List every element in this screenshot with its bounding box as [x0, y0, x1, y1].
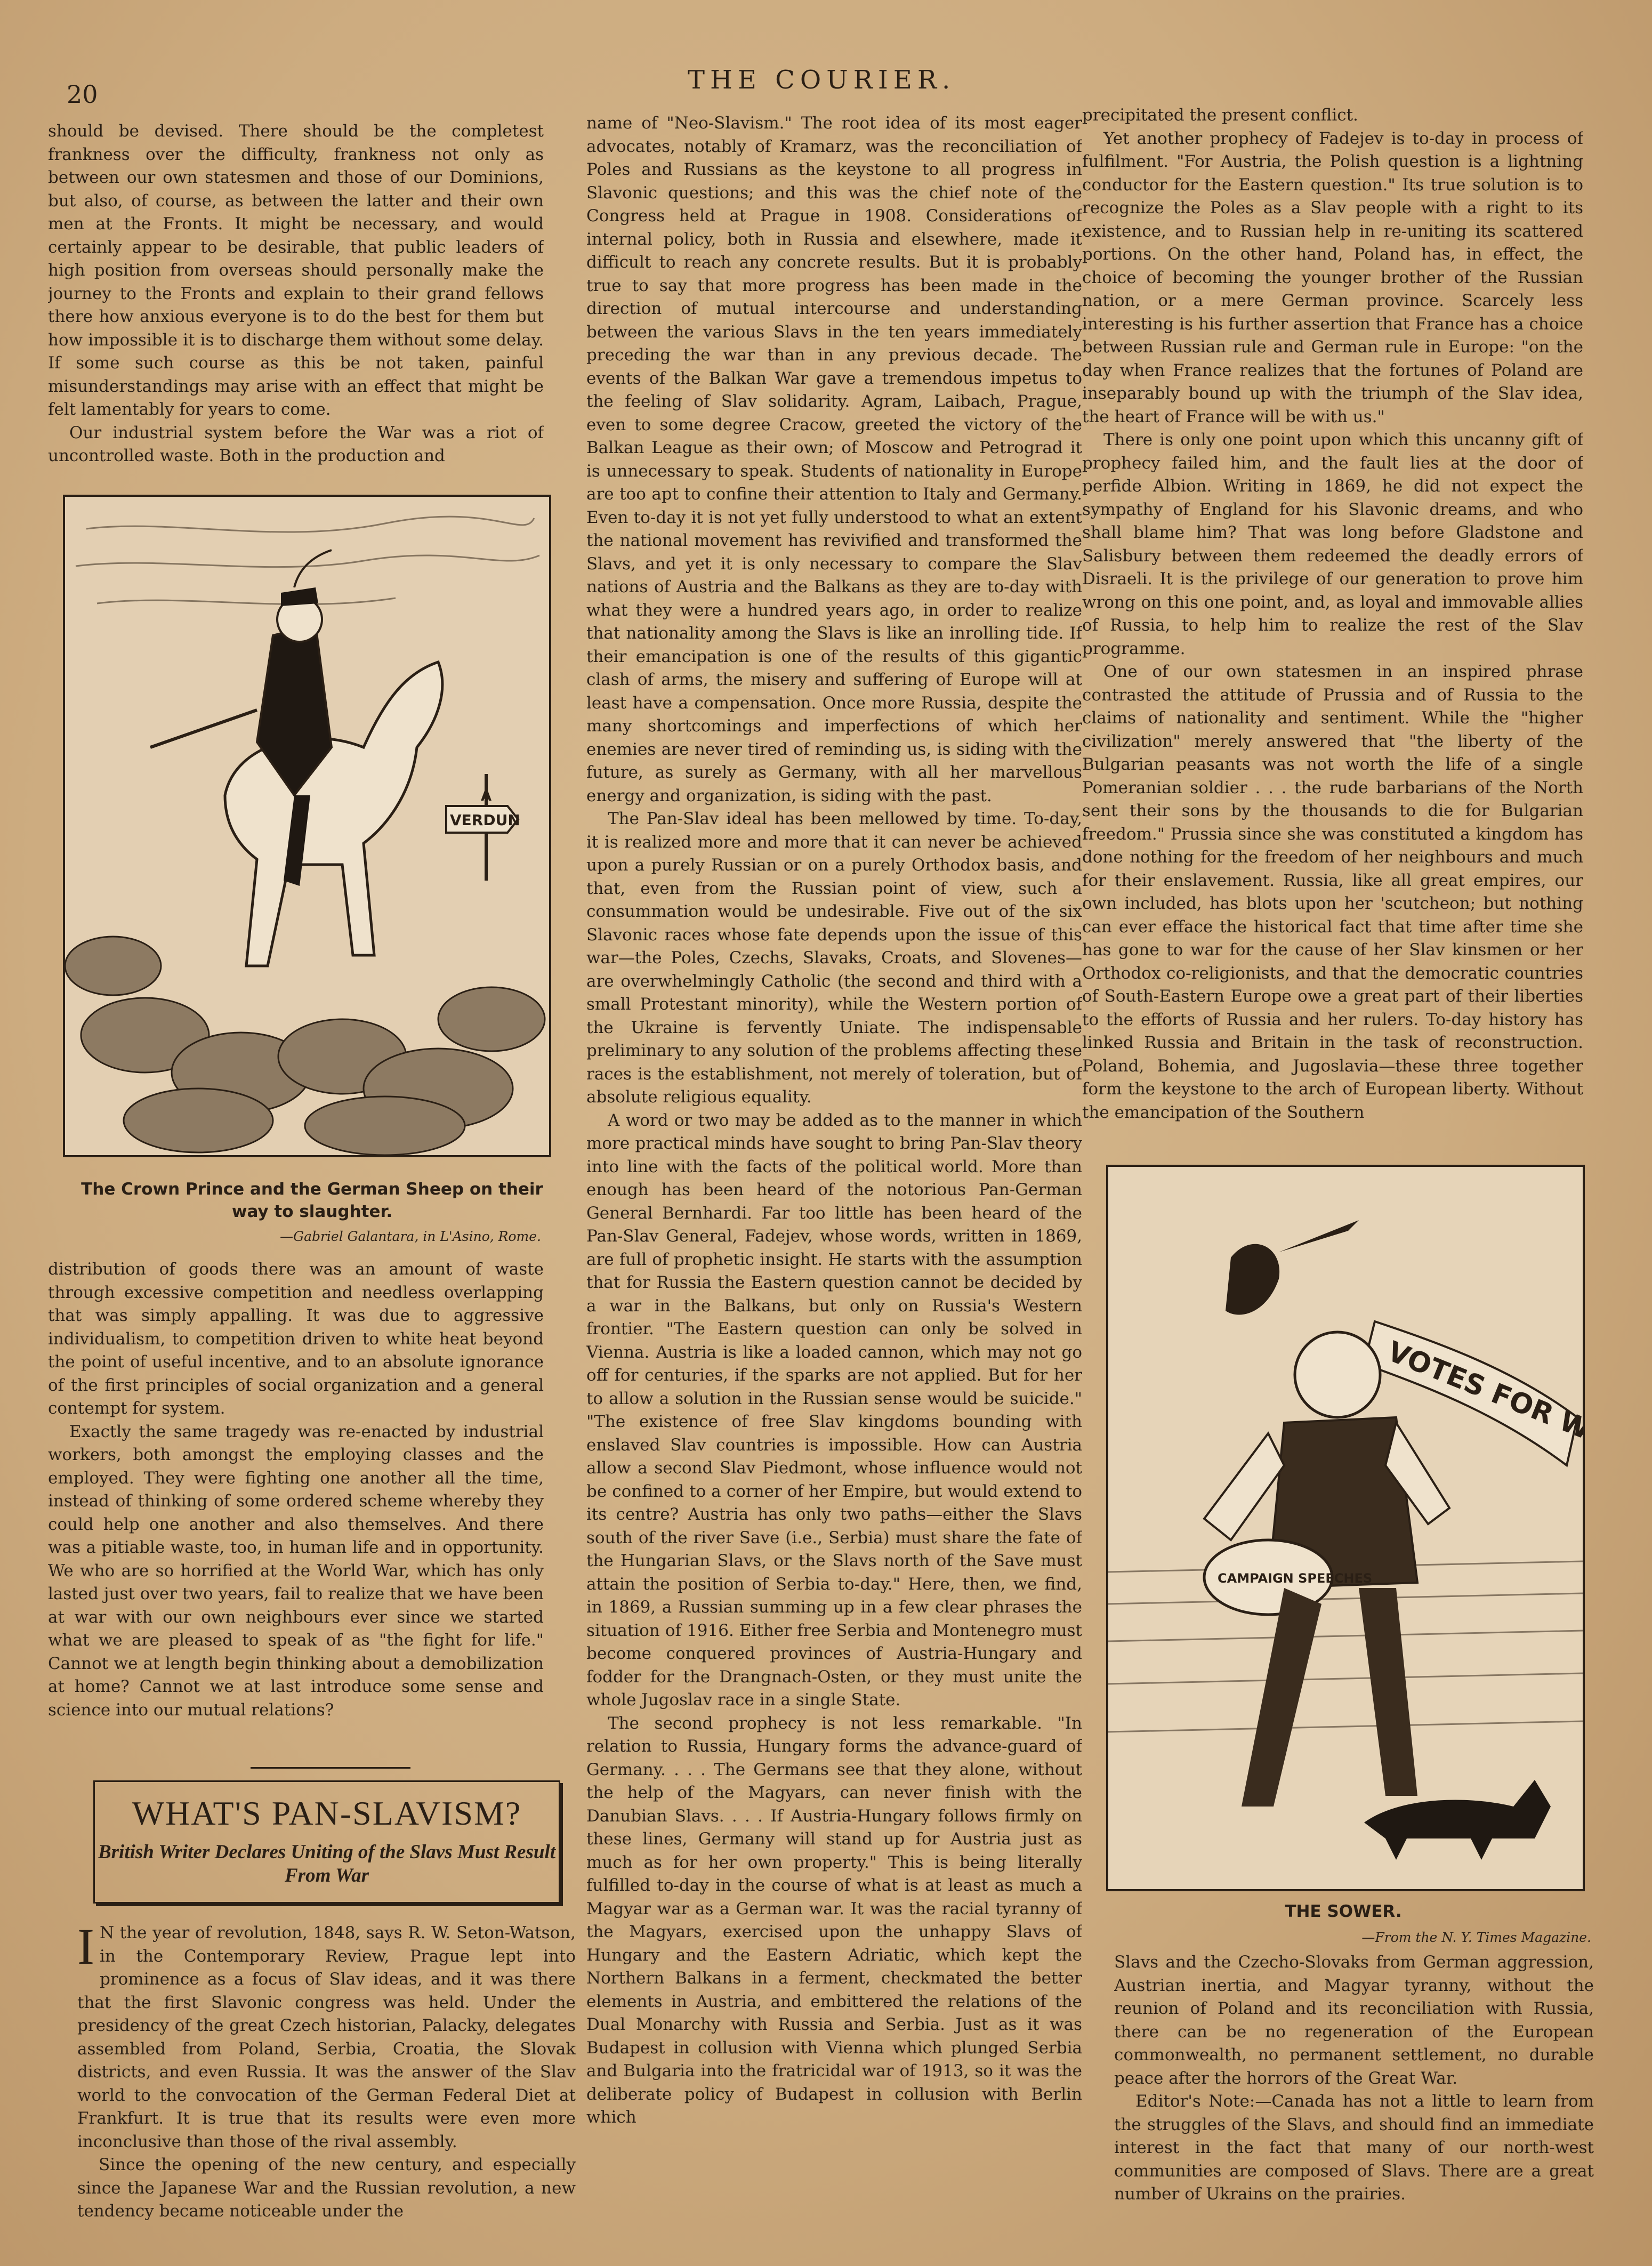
- cartoon-the-sower: [1106, 1165, 1585, 1891]
- paragraph-text: N the year of revolution, 1848, says R. W. Seton-Watson, in the Contemporary Review, Prague lept into prominence as a focus of Slav ideas, and it was there that the first Slavonic congress was held. Under the presidency of the great Czech historian, Palacky, delegates assembled from Poland, Serbia, Croatia, the Slovak districts, and even Russia. It was the answer of the Slav world to the convocation of the German Federal Diet at Frankfurt. It is true that its results were even more inconclusive than those of the rival assembly.: [77, 1923, 576, 2151]
- paragraph: [77, 1922, 576, 2154]
- paragraph: One of our own statesmen in an inspired phrase contrasted the attitude of Prussia and of Russia to the claims of nationality and sentiment. While the "higher civilization" merely answered that "the liberty of the Bulgarian peasants was not worth the life of a single Pomeranian soldier . . . the rude barbarians of the North sent their sons by the thousands to die for Bulgarian freedom." Prussia since she was constituted a kingdom has done nothing for the freedom of her neighbours and much for their enslavement. Russia, like all great empires, our own included, has blots upon her 'scutcheon; but nothing can ever efface the historical fact that time after time she has gone to war for the cause of her Slav kinsmen or her Orthodox co-religionists, and that the democratic countries of South-Eastern Europe owe a great part of their liberties to the efforts of Russia and her rulers. To-day history has linked Russia and Britain in the task of reconstruction. Poland, Bohemia, and Jugoslavia—these three together form the keystone to the arch of European liberty. Without the emancipation of the Southern: [1082, 662, 1583, 1122]
- paragraph: A word or two may be added as to the manner in which more practical minds have sought to bring Pan-Slav theory into line with the facts of the political world. More than enough has been heard of the notorious Pan-German General Bernhardi. Far too little has been heard of the Pan-Slav General, Fadejev, whose words, written in 1869, are full of prophetic insight. He starts with the assumption that for Russia the Eastern question cannot be decided by a war in the Balkans, but only on Russia's Western frontier. "The Eastern question can only be solved in Vienna. Austria is like a loaded cannon, which may not go off for centuries, if the sparks are not applied. But for her to allow a solution in the Russian sense would be suicide." "The existence of free Slav kingdoms bounding with enslaved Slav countries is impossible. How can Austria allow a second Slav Piedmont, whose influence would not be confined to a corner of her Empire, but would extend to its centre? Austria has only two paths—either the Slavs south of the river Save (i.e., Serbia) must share the fate of the Hungarian Slavs, or the Slavs north of the Save must attain the position of Serbia to-day." Here, then, we find, in 1869, a Russian summing up in a few clear phrases the situation of 1916. Either free Serbia and Montenegro must become conquered provinces of Austria-Hungary and fodder for the Drangnach-Osten, or they must unite the whole Jugoslav race in a single State.: [586, 1110, 1082, 1709]
- paragraph: Yet another prophecy of Fadejev is to-day in process of fulfilment. "For Austria, the Polish question is a lightning conductor for the Eastern question." Its true solution is to recognize the Poles as a Slav people with a right to its existence, and to Russian help in re-uniting its scattered portions. On the other hand, Poland has, in effect, the choice of becoming the younger brother of the Russian nation, or a mere German province. Scarcely less interesting is his further assertion that France has a choice between Russian rule and German rule in Europe: "on the day when France realizes that the fortunes of Poland are inseparably bound up with the triumph of the Slav idea, the heart of France will be with us.": [1082, 128, 1583, 426]
- cartoon-drawing: [65, 497, 549, 1155]
- column-1-middle: [48, 1258, 544, 1759]
- column-2: [586, 112, 1082, 2247]
- cartoon1-credit: —Gabriel Galantara, in L'Asino, Rome.: [280, 1229, 541, 1244]
- paragraph: precipitated the present conflict.: [1082, 106, 1358, 125]
- paragraph: The Pan-Slav ideal has been mellowed by time. To-day, it is realized more and more that it can never be achieved upon a purely Russian or on a purely Orthodox basis, and that, even from the Russian point of view, such a consummation would be undesirable. Five out of the six Slavonic races whose fate depends upon the issue of this war—the Poles, Czechs, Slavaks, Croats, and Slovenes—are overwhelmingly Catholic (the second and third with a small Protestant minority), while the Western portion of the Ukraine is fervently Uniate. The indispensable preliminary to any solution of the problems affecting these races is the establishment, not merely of toleration, but of absolute religious equality.: [586, 809, 1082, 1107]
- paragraph: name of "Neo-Slavism." The root idea of its most eager advocates, notably of Kramarz, was the reconciliation of Poles and Russians as the keystone to all progress in Slavonic questions; and this was the chief note of the Congress held at Prague in 1908. Considerations of internal policy, both in Russia and elsewhere, made it difficult to reach any concrete results. But it is probably true to say that more progress has been made in the direction of mutual intercourse and understanding between the various Slavs in the ten years immediately preceding the war than in any previous decade. The events of the Balkan War gave a tremendous impetus to the feeling of Slav solidarity. Agram, Laibach, Prague, even to some degree Cracow, greeted the victory of the Balkan League as their own; of Moscow and Petrograd it is unnecessary to speak. Students of nationality in Europe are too apt to confine their attention to Italy and Germany. Even to-day it is not yet fully understood to what an extent the national movement has revivified and transformed the Slavs, and yet it is only necessary to compare the Slav nations of Austria and the Balkans as they are to-day with what they were a hundred years ago, in order to realize that nationality among the Slavs is like an inrolling tide. If their emancipation is one of the results of this gigantic clash of arms, the misery and suffering of Europe will at least have a compensation. Once more Russia, despite the many shortcomings and imperfections of which her enemies are never tired of reminding us, is siding with the future, as surely as Germany, with all her marvellous energy and organization, is siding with the past.: [586, 114, 1082, 805]
- banner-text: VOTES FOR: [1383, 1335, 1558, 1431]
- sign-text: VERDUN: [450, 811, 520, 829]
- paragraph: Our industrial system before the War was a riot of uncontrolled waste. Both in the production and: [48, 423, 544, 465]
- divider-rule: [251, 1767, 410, 1769]
- paragraph: There is only one point upon which this uncanny gift of prophecy failed him, and the fault lies at the door of perfide Albion. Writing in 1869, he did not expect the sympathy of England for his Slavonic dreams, and who shall blame him? That was long before Gladstone and Salisbury between them redeemed the deadly errors of Disraeli. It is the privilege of our generation to prove him wrong on this one point, and, as loyal and immovable allies of Russia, to help him to realize the rest of the Slav programme.: [1082, 430, 1583, 658]
- cartoon-crown-prince: [63, 495, 551, 1157]
- cartoon2-caption: THE SOWER.: [1285, 1902, 1402, 1921]
- paragraph: Exactly the same tragedy was re-enacted by industrial workers, both amongst the employing classes and the employed. They were fighting one another all the time, instead of thinking of some ordered scheme whereby they could help one another and also themselves. And there was a pitiable waste, too, in human life and in opportunity. We who are so horrified at the World War, which has only lasted just over two years, fail to realize that we have been at war with our own neighbours ever since we started what we are pleased to speak of as "the fight for life." Cannot we at length begin thinking about a demobilization at home? Cannot we at last introduce some sense and science into our mutual relations?: [48, 1422, 544, 1720]
- column-3-bottom: [1114, 1951, 1594, 2249]
- column-1-bottom: [77, 1922, 576, 2247]
- paragraph: Slavs and the Czecho-Slovaks from German aggression, Austrian inertia, and Magyar tyranny, without the reunion of Poland and its reconciliation with Russia, there can be no regeneration of the European commonwealth, no permanent settlement, no durable peace after the horrors of the Great War.: [1114, 1953, 1594, 2088]
- paragraph: distribution of goods there was an amount of waste through excessive competition and needless overlapping that was simply appalling. It was due to aggressive individualism, to competition driven to white heat beyond the point of useful incentive, and to an absolute ignorance of the first principles of social organization and a general contempt for system.: [48, 1260, 544, 1418]
- cartoon1-caption: The Crown Prince and the German Sheep on their way to slaughter.: [81, 1180, 543, 1221]
- article-subhead: British Writer Declares Uniting of the Slavs Must Result From War: [98, 1841, 555, 1886]
- cartoon-drawing: [1108, 1167, 1583, 1889]
- column-1-top: [48, 120, 544, 472]
- paragraph: The second prophecy is not less remarkable. "In relation to Russia, Hungary forms the advance-guard of Germany. . . . The Germans see that they alone, without the help of the Magyars, can never finish with the Danubian Slavs. . . . If Austria-Hungary follows firmly on these lines, Germany will stand up for Austria just as much as for her own property." This is being literally fulfilled to-day in the course of what is at least as much a Magyar war as a German war. It was the racial tyranny of the Magyars, exercised upon the unhappy Slavs of Hungary and the Eastern Adriatic, which kept the Northern Balkans in a ferment, checkmated the better elements in Austria, and embittered the relations of the Dual Monarchy with Russia and Serbia. Just as it was Budapest in collusion with Vienna which plunged Serbia and Bulgaria into the fratricidal war of 1913, so it was the deliberate policy of Budapest in collusion with Berlin which: [586, 1713, 1082, 2127]
- paragraph: Since the opening of the new century, and especially since the Japanese War and the Russian revolution, a new tendency became noticeable under the: [77, 2155, 576, 2221]
- sign-arrow-letter: A: [481, 788, 492, 804]
- column-3-top: [1082, 104, 1583, 1146]
- cartoon2-credit: —From the N. Y. Times Magazine.: [1361, 1930, 1591, 1945]
- paragraph: should be devised. There should be the completest frankness over the difficulty, frankness not only as between our own statesmen and those of our Dominions, but also, of course, as between the latter and their own men at the Fronts. It might be necessary, and would certainly appear to be desirable, that public leaders of high position from overseas should personally make the journey to the Fronts and explain to their grand fellows there how anxious everyone is to do the best for them but how impossible it is to discharge them without some delay. If some such course as this be not taken, painful misunderstandings may arise with an effect that might be felt lamentably for years to come.: [48, 122, 544, 419]
- article-headline-box: [93, 1780, 560, 1904]
- page-number: 20: [67, 80, 98, 109]
- drop-cap: I: [77, 1922, 94, 1975]
- bag-text: CAMPAIGN SPEECHES: [1218, 1571, 1373, 1586]
- running-head: THE COURIER.: [688, 65, 956, 95]
- paragraph: Editor's Note:—Canada has not a little to learn from the struggles of the Slavs, and should find an immediate interest in the fact that many of our north-west communities are composed of Slavs. There are a great number of Ukrains on the prairies.: [1114, 2092, 1594, 2204]
- article-headline: WHAT'S PAN-SLAVISM?: [132, 1794, 522, 1832]
